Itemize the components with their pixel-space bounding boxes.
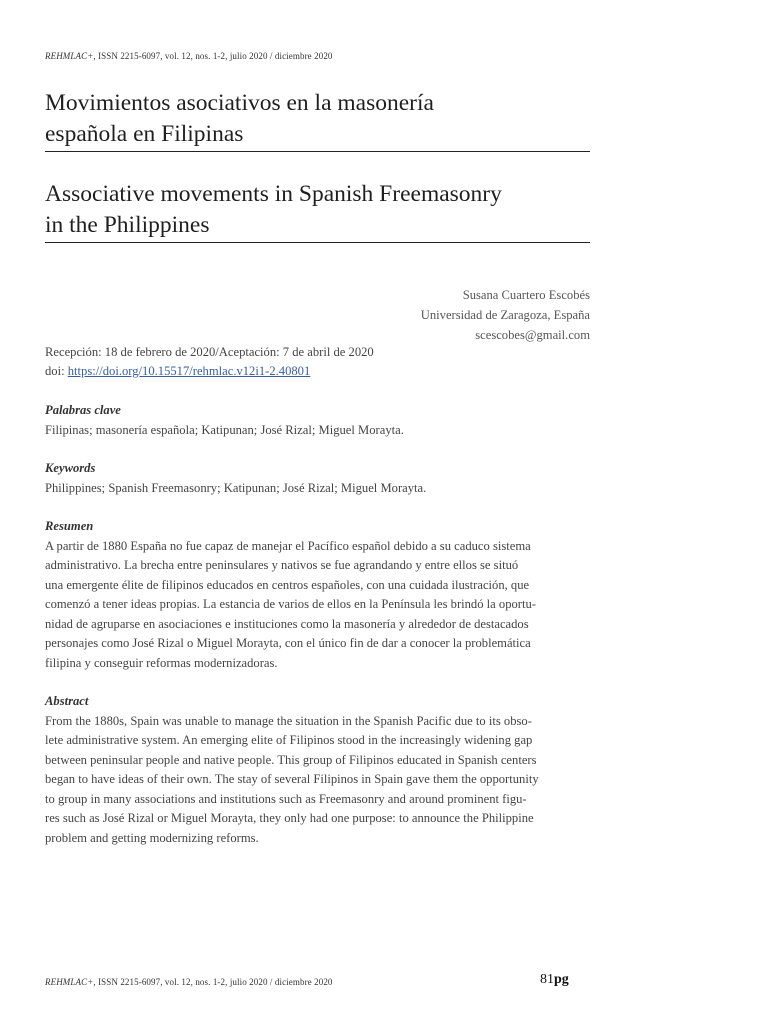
author-email: scescobes@gmail.com bbox=[475, 328, 590, 342]
title-line: Associative movements in Spanish Freemasonry bbox=[45, 181, 502, 207]
paragraph-line: res such as José Rizal or Miguel Morayta, they only had one purpose: to announce the Philippine bbox=[45, 811, 534, 825]
paragraph-line: administrativo. La brecha entre peninsulares y nativos se fue agrandando y entre ellos se situó bbox=[45, 558, 519, 572]
section-heading: Palabras clave bbox=[45, 403, 121, 417]
abstract-spanish bbox=[45, 517, 590, 673]
paragraph-line: between peninsular people and native people. This group of Filipinos educated in Spanish centers bbox=[45, 752, 537, 767]
paragraph-line: A partir de 1880 España no fue capaz de manejar el Pacífico español debido a su caduco sistema bbox=[45, 538, 531, 553]
keywords-text: Filipinas; masonería española; Katipunan; José Rizal; Miguel Morayta. bbox=[45, 422, 404, 437]
paragraph-line: began to have ideas of their own. The stay of several Filipinos in Spain gave them the opportunity bbox=[45, 772, 539, 786]
author-name: Susana Cuartero Escobés bbox=[462, 288, 590, 302]
title-line: Movimientos asociativos en la masonería bbox=[45, 90, 434, 116]
title-line: española en Filipinas bbox=[45, 121, 244, 147]
paragraph-line: una emergente élite de filipinos educados en centros españoles, con una cuidada ilustración, que bbox=[45, 577, 530, 592]
page-number-suffix: pg bbox=[554, 972, 569, 987]
paragraph-line: From the 1880s, Spain was unable to manage the situation in the Spanish Pacific due to its obso- bbox=[45, 713, 532, 728]
issue-info: , ISSN 2215-6097, vol. 12, nos. 1-2, julio 2020 / diciembre 2020 bbox=[93, 977, 333, 987]
paragraph-line: to group in many associations and institutions such as Freemasonry and around prominent figu- bbox=[45, 791, 527, 806]
paragraph-line: comenzó a tener ideas propias. La estancia de varios de ellos en la Península les brindó la oportu- bbox=[45, 597, 536, 611]
running-footer bbox=[45, 977, 333, 987]
paragraph-line: filipina y conseguir reformas modernizadoras. bbox=[45, 655, 278, 670]
running-header bbox=[45, 51, 333, 61]
journal-name: REHMLAC+ bbox=[45, 51, 94, 61]
issue-info: , ISSN 2215-6097, vol. 12, nos. 1-2, julio 2020 / diciembre 2020 bbox=[93, 51, 333, 61]
abstract-english bbox=[45, 692, 590, 848]
paragraph-line: nidad de agruparse en asociaciones e instituciones como la masonería y alrededor de destacados bbox=[45, 616, 529, 631]
doi-link[interactable]: https://doi.org/10.15517/rehmlac.v12i1-2.40801 bbox=[67, 364, 311, 378]
page-number-value: 81 bbox=[540, 972, 554, 987]
author-affiliation: Universidad de Zaragoza, España bbox=[420, 308, 590, 322]
title-english bbox=[45, 179, 590, 243]
doi-line bbox=[45, 362, 374, 381]
section-heading: Abstract bbox=[45, 694, 89, 708]
page-number bbox=[540, 972, 569, 988]
section-heading: Keywords bbox=[45, 461, 96, 475]
article-metadata bbox=[45, 343, 374, 381]
section-heading: Resumen bbox=[45, 519, 94, 533]
keywords-spanish bbox=[45, 401, 590, 440]
journal-name: REHMLAC+ bbox=[45, 977, 94, 987]
submission-dates: Recepción: 18 de febrero de 2020/Aceptación: 7 de abril de 2020 bbox=[45, 345, 374, 359]
title-line: in the Philippines bbox=[45, 212, 210, 238]
keywords-english bbox=[45, 459, 590, 498]
author-info bbox=[421, 285, 590, 345]
paragraph-line: problem and getting modernizing reforms. bbox=[45, 830, 259, 845]
doi-label: doi: bbox=[45, 364, 68, 378]
paragraph-line: personajes como José Rizal o Miguel Morayta, con el único fin de dar a conocer la problemática bbox=[45, 636, 531, 650]
keywords-text: Philippines; Spanish Freemasonry; Katipunan; José Rizal; Miguel Morayta. bbox=[45, 480, 427, 495]
paragraph-line: lete administrative system. An emerging elite of Filipinos stood in the increasingly widening gap bbox=[45, 733, 533, 747]
title-spanish bbox=[45, 88, 590, 152]
